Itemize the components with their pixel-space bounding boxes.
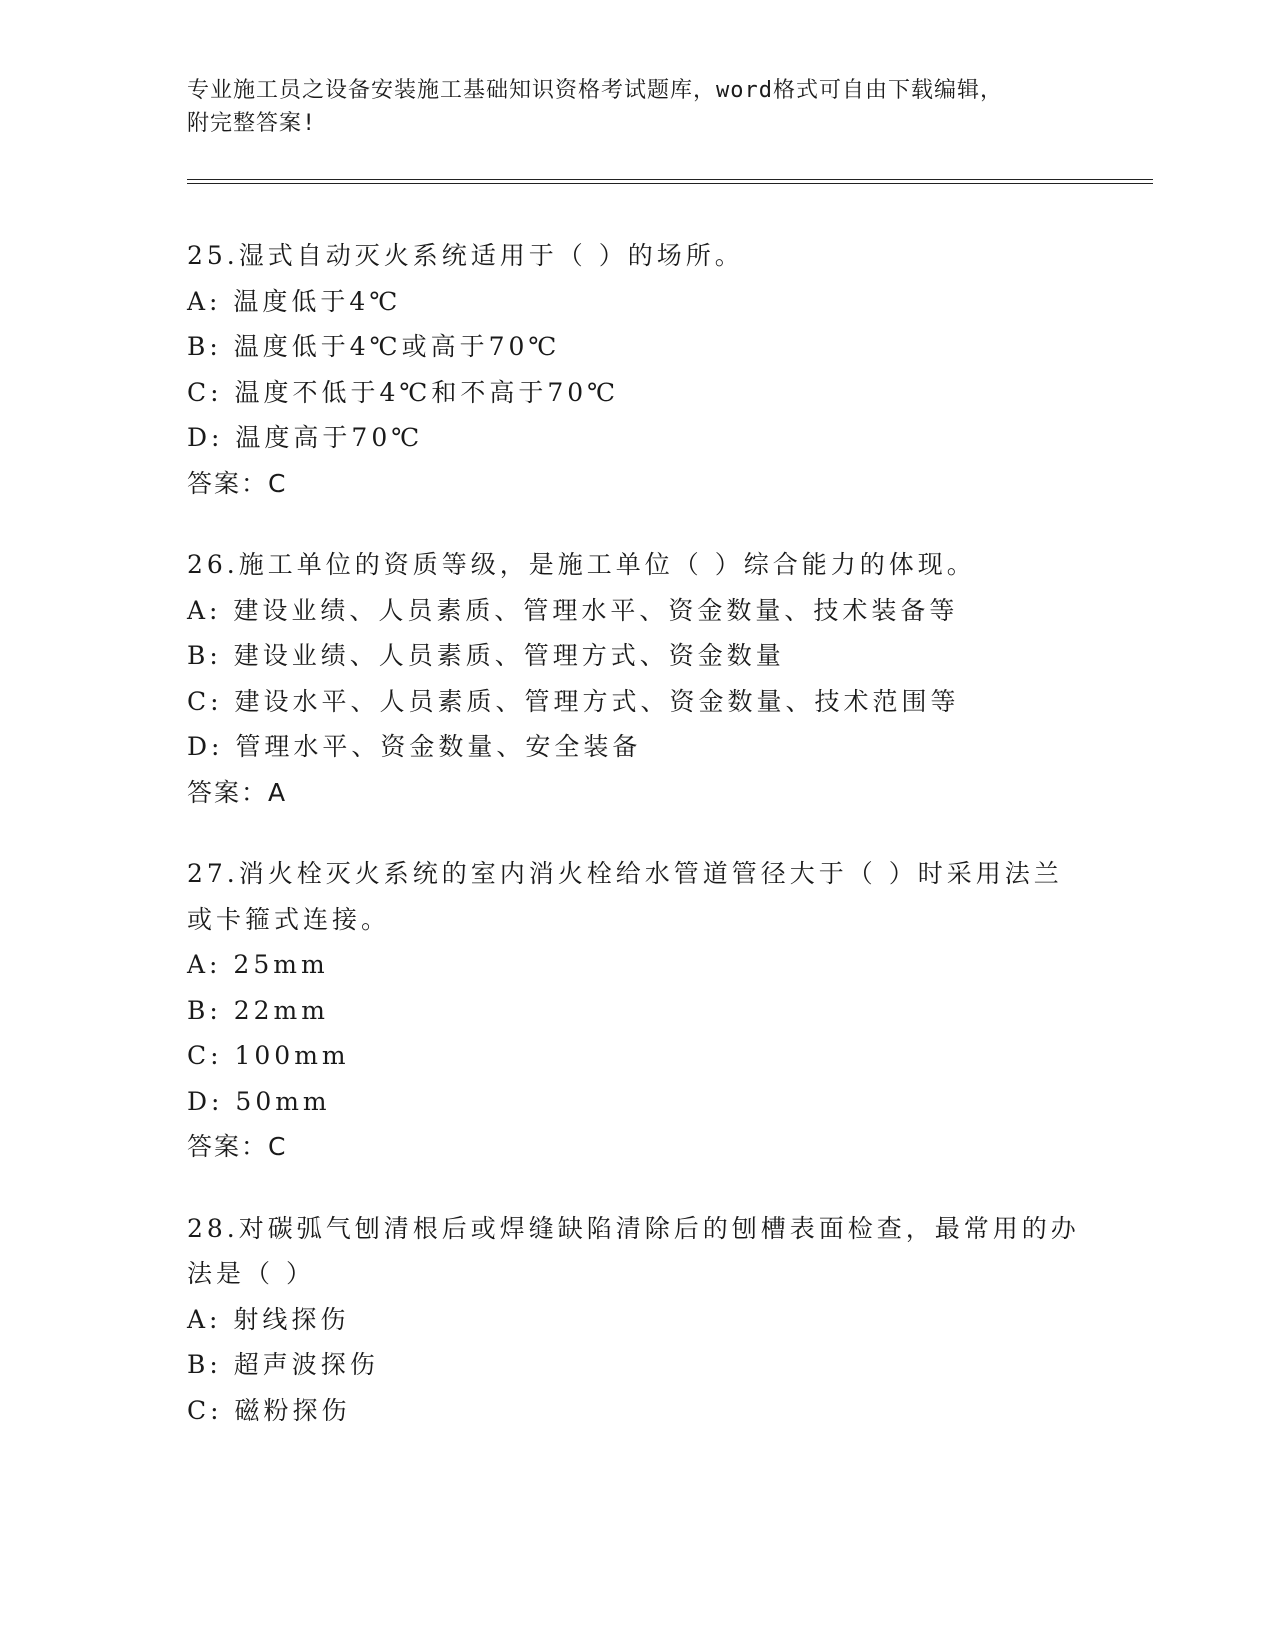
question-stem: 28.对碳弧气刨清根后或焊缝缺陷清除后的刨槽表面检查，最常用的办	[187, 1213, 1080, 1243]
question-stem-continued: 或卡箍式连接。	[187, 904, 391, 934]
option-d: D: 50mm	[187, 1086, 331, 1116]
option-c: C: 建设水平、人员素质、管理方式、资金数量、技术范围等	[187, 686, 960, 716]
option-b: B: 温度低于4℃或高于70℃	[187, 332, 561, 361]
option-b: B: 超声波探伤	[187, 1350, 379, 1379]
option-b: B: 22mm	[187, 995, 329, 1025]
question-stem-continued: 法是（ ）	[187, 1259, 315, 1288]
question-26	[187, 542, 1087, 815]
question-list	[187, 233, 1087, 1469]
question-28	[187, 1206, 1087, 1434]
option-a: A: 温度低于4℃	[187, 286, 402, 316]
option-d: D: 温度高于70℃	[187, 423, 424, 452]
question-stem: 26.施工单位的资质等级，是施工单位（ ）综合能力的体现。	[187, 550, 976, 579]
question-25	[187, 233, 1087, 506]
option-b: B: 建设业绩、人员素质、管理方式、资金数量	[187, 641, 785, 670]
option-c: C: 100mm	[187, 1041, 350, 1070]
option-d: D: 管理水平、资金数量、安全装备	[187, 732, 642, 761]
answer: 答案：A	[187, 777, 288, 807]
question-27	[187, 851, 1087, 1170]
answer: 答案：C	[187, 1132, 288, 1161]
option-c: C: 磁粉探伤	[187, 1395, 351, 1425]
option-a: A: 建设业绩、人员素质、管理水平、资金数量、技术装备等	[187, 595, 959, 625]
option-c: C: 温度不低于4℃和不高于70℃	[187, 377, 620, 407]
header-line-2: 附完整答案!	[187, 111, 317, 136]
option-a: A: 25mm	[187, 950, 329, 979]
question-stem: 27.消火栓灭火系统的室内消火栓给水管道管径大于（ ）时采用法兰	[187, 859, 1063, 888]
header-line-1: 专业施工员之设备安装施工基础知识资格考试题库，word格式可自由下载编辑，	[187, 78, 1003, 103]
option-a: A: 射线探伤	[187, 1304, 350, 1334]
document-header	[187, 74, 1067, 140]
header-divider	[187, 179, 1153, 184]
answer: 答案：C	[187, 468, 288, 498]
question-stem: 25.湿式自动灭火系统适用于（ ）的场所。	[187, 241, 744, 270]
